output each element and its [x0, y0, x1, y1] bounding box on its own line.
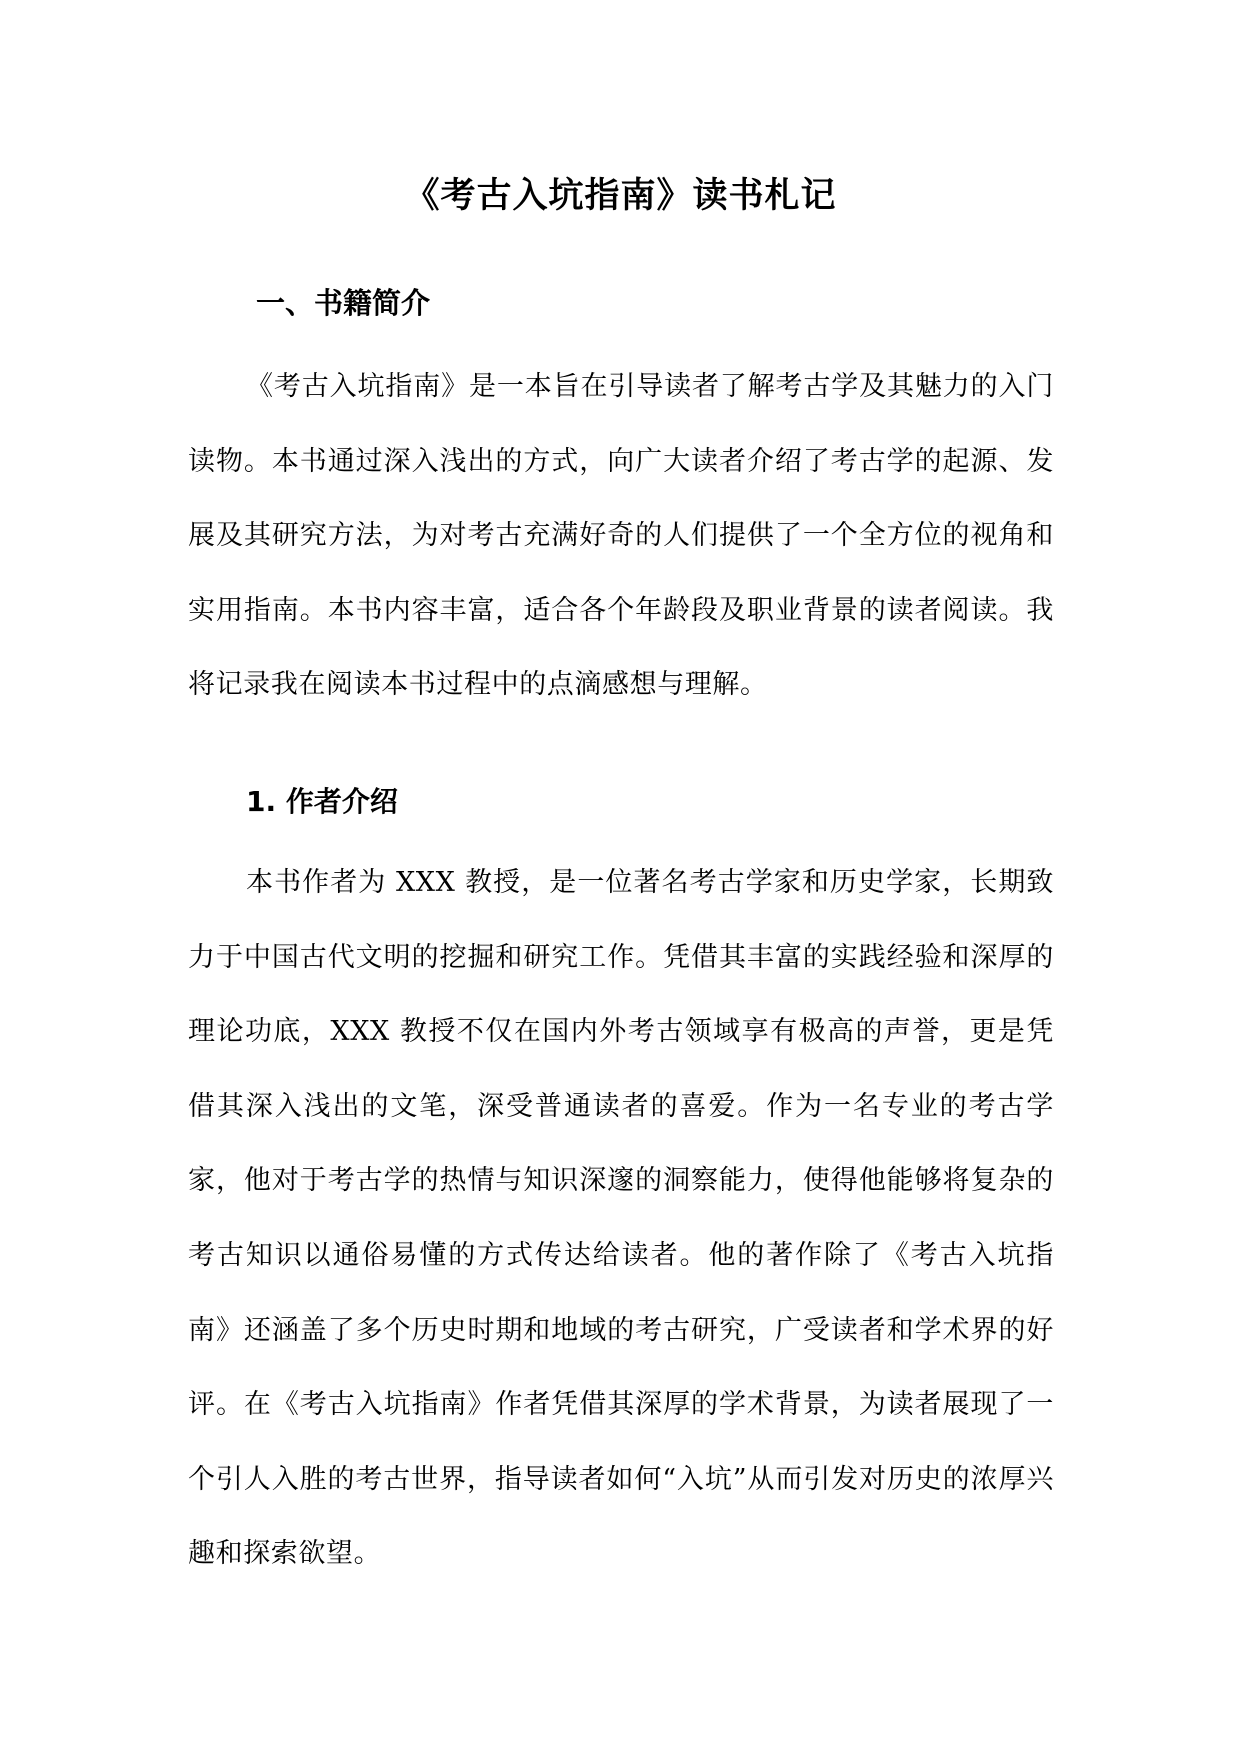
document-title: 《考古入坑指南》读书札记	[404, 176, 837, 217]
paragraph-author-intro: 本书作者为 XXX 教授，是一位著名考古学家和历史学家，长期致力于中国古代文明的挖掘和研究工作。凭借其丰富的实践经验和深厚的理论功底，XXX 教授不仅在国内外考古领域享有极高的声誉，更是凭借其深入浅出的文笔，深受普通读者的喜爱。作为一名专业的考古学家，他对于考古学的热情与知识深邃的洞察能力，使得他能够将复杂的考古知识以通俗易懂的方式传达给读者。他的著作除了《考古入坑指南》还涵盖了多个历史时期和地域的考古研究，广受读者和学术界的好评。在《考古入坑指南》作者凭借其深厚的学术背景，为读者展现了一个引人入胜的考古世界，指导读者如何“入坑”从而引发对历史的浓厚兴趣和探索欲望。	[188, 867, 1054, 1570]
paragraph-book-intro: 《考古入坑指南》是一本旨在引导读者了解考古学及其魅力的入门读物。本书通过深入浅出的方式，向广大读者介绍了考古学的起源、发展及其研究方法，为对考古充满好奇的人们提供了一个全方位的视角和实用指南。本书内容丰富，适合各个年龄段及职业背景的读者阅读。我将记录我在阅读本书过程中的点滴感想与理解。	[188, 371, 1054, 701]
section-heading-author-intro: 1. 作者介绍	[246, 785, 398, 818]
section-heading-book-intro: 一、书籍简介	[256, 286, 431, 320]
